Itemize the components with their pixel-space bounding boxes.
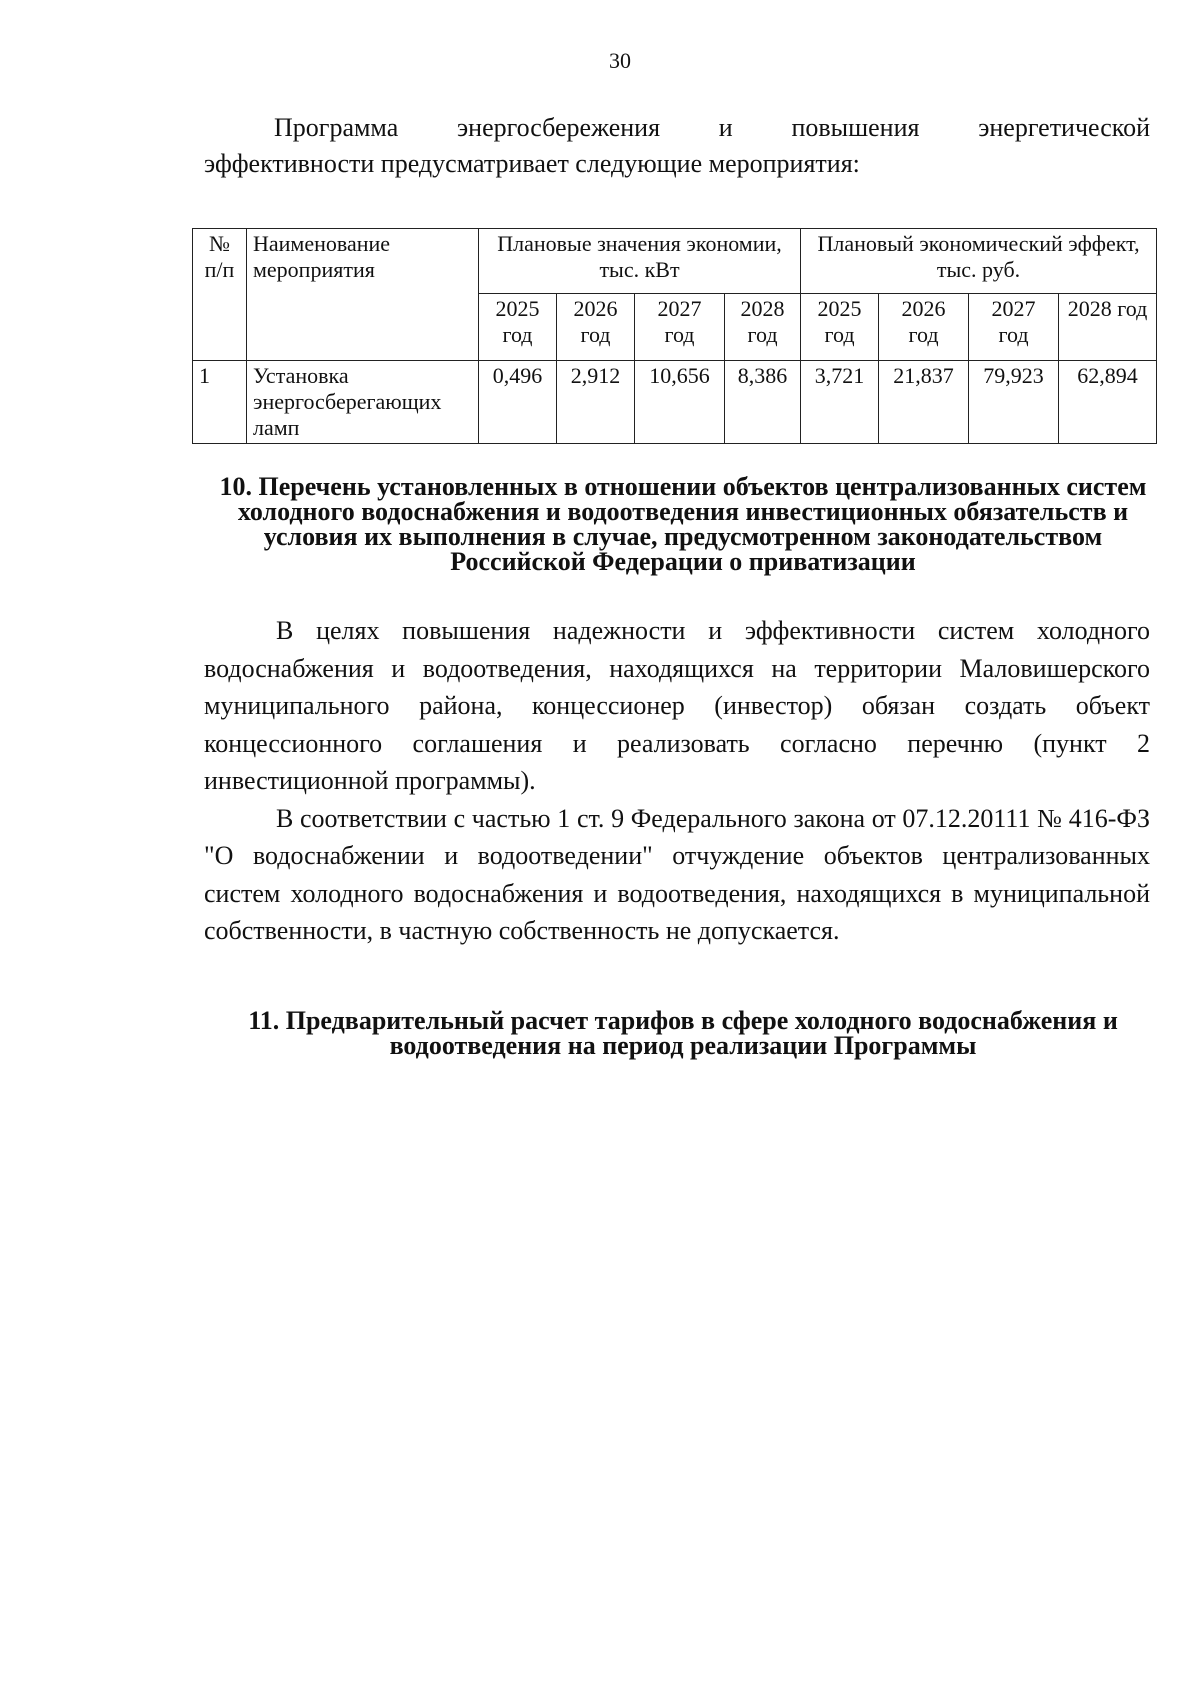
year-header: 2027 год (635, 294, 725, 361)
table-header-row (193, 229, 1157, 294)
value-cell: 62,894 (1059, 361, 1157, 444)
year-header: 2028 год (725, 294, 801, 361)
intro-paragraph (204, 110, 1150, 182)
section-10-heading: 10. Перечень установленных в отношении объектов централизованных систем холодного водоснабжения и водоотведения инвестиционных обязательств и условия их выполнения в случае, предусмотренном законодательством Российской Федерации о приватизации (219, 472, 1147, 576)
header-num: № п/п (193, 229, 247, 361)
intro-line-1: Программа энергосбережения и повышения энергетической (274, 113, 1150, 142)
value-cell: 0,496 (479, 361, 557, 444)
header-effect: Плановый экономический эффект, тыс. руб. (801, 229, 1157, 294)
year-header: 2027 год (969, 294, 1059, 361)
year-header: 2026 год (557, 294, 635, 361)
intro-line-2: эффективности предусматривает следующие мероприятия: (204, 149, 860, 178)
row-num: 1 (193, 361, 247, 444)
page-number: 30 (609, 48, 631, 73)
header-savings: Плановые значения экономии, тыс. кВт (479, 229, 801, 294)
value-cell: 8,386 (725, 361, 801, 444)
value-cell: 21,837 (879, 361, 969, 444)
paragraph: В соответствии с частью 1 ст. 9 Федерального закона от 07.12.20111 № 416-ФЗ "О водоснабжении и водоотведении" отчуждение объектов централизованных систем холодного водоснабжения и водоотведения, находящихся в муниципальной собственности, в частную собственность не допускается. (204, 803, 1150, 945)
year-header: 2025 год (479, 294, 557, 361)
value-cell: 3,721 (801, 361, 879, 444)
header-name: Наименование мероприятия (247, 229, 479, 361)
year-header: 2026 год (879, 294, 969, 361)
value-cell: 2,912 (557, 361, 635, 444)
year-header: 2028 год (1059, 294, 1157, 361)
value-cell: 79,923 (969, 361, 1059, 444)
energy-saving-table (192, 228, 1157, 444)
row-name: Установка энергосберегающих ламп (247, 361, 479, 444)
section-10-body (204, 612, 1150, 950)
value-cell: 10,656 (635, 361, 725, 444)
year-header: 2025 год (801, 294, 879, 361)
section-11-heading: 11. Предварительный расчет тарифов в сфере холодного водоснабжения и водоотведения на период реализации Программы (248, 1006, 1118, 1060)
table-row (193, 361, 1157, 444)
paragraph: В целях повышения надежности и эффективности систем холодного водоснабжения и водоотведения, находящихся на территории Маловишерского муниципального района, концессионер (инвестор) обязан создать объект концессионного соглашения и реализовать согласно перечню (пункт 2 инвестиционной программы). (204, 616, 1150, 795)
